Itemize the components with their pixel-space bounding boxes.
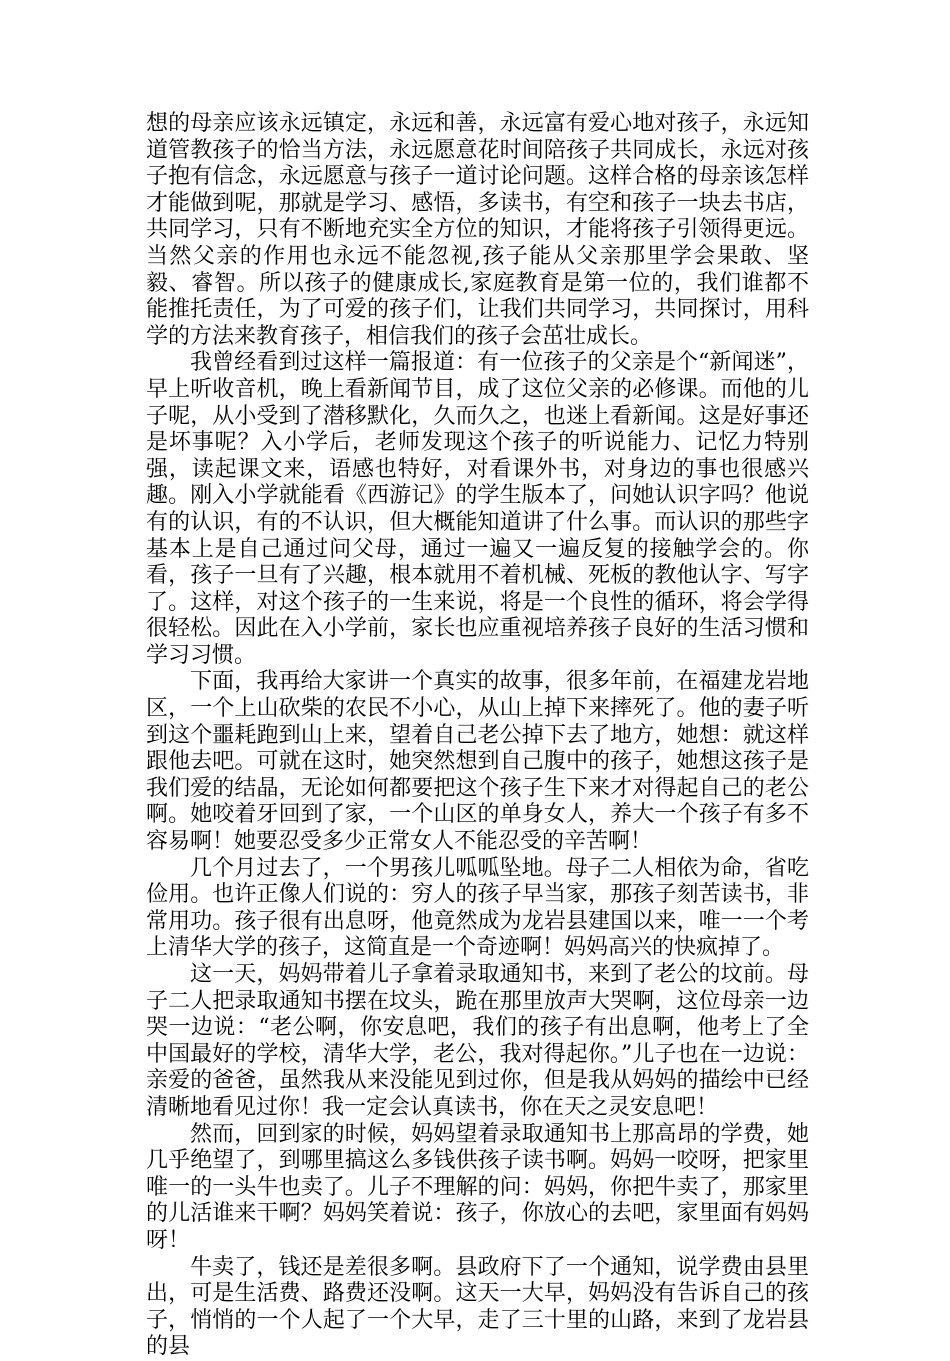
paragraph-3: 下面，我再给大家讲一个真实的故事，很多年前，在福建龙岩地区，一个上山砍柴的农民不小心，从山上掉下来摔死了。他的妻子听到这个噩耗跑到山上来，望着自己老公掉下去了地方，她想：就这样跟他去吧。可就在这时，她突然想到自己腹中的孩子，她想这孩子是我们爱的结晶，无论如何都要把这个孩子生下来才对得起自己的老公啊。她咬着牙回到了家，一个山区的单身女人，养大一个孩子有多不容易啊！她要忍受多少正常女人不能忍受的辛苦啊！ xyxy=(146,669,809,855)
paragraph-5: 这一天，妈妈带着儿子拿着录取通知书，来到了老公的坟前。母子二人把录取通知书摆在坟头，跪在那里放声大哭啊，这位母亲一边哭一边说：“老公啊，你安息吧，我们的孩子有出息啊，他考上了全中国最好的学校，清华大学，老公，我对得起你。”儿子也在一边说：亲爱的爸爸，虽然我从来没能见到过你，但是我从妈妈的描绘中已经清晰地看见过你！我一定会认真读书，你在天之灵安息吧！ xyxy=(146,962,809,1120)
paragraph-1: 想的母亲应该永远镇定，永远和善，永远富有爱心地对孩子，永远知道管教孩子的恰当方法，永远愿意花时间陪孩子共同成长，永远对孩子抱有信念，永远愿意与孩子一道讨论问题。这样合格的母亲该怎样才能做到呢，那就是学习、感悟，多读书，有空和孩子一块去书店，共同学习，只有不断地充实全方位的知识，才能将孩子引领得更远。当然父亲的作用也永远不能忽视,孩子能从父亲那里学会果敢、坚毅、睿智。所以孩子的健康成长,家庭教育是第一位的，我们谁都不能推托责任，为了可爱的孩子们，让我们共同学习，共同探讨，用科学的方法来教育孩子，相信我们的孩子会茁壮成长。 xyxy=(146,111,809,349)
paragraph-2: 我曾经看到过这样一篇报道：有一位孩子的父亲是个“新闻迷”，早上听收音机，晚上看新闻节目，成了这位父亲的必修课。而他的儿子呢，从小受到了潜移默化，久而久之，也迷上看新闻。这是好事还是坏事呢？入小学后，老师发现这个孩子的听说能力、记忆力特别强，读起课文来，语感也特好，对看课外书，对身边的事也很感兴趣。刚入小学就能看《西游记》的学生版本了，问她认识字吗？他说有的认识，有的不认识，但大概能知道讲了什么事。而认识的那些字基本上是自己通过问父母，通过一遍又一遍反复的接触学会的。你看，孩子一旦有了兴趣，根本就用不着机械、死板的教他认字、写字了。这样，对这个孩子的一生来说，将是一个良性的循环，将会学得很轻松。因此在入小学前，家长也应重视培养孩子良好的生活习惯和学习习惯。 xyxy=(146,350,809,668)
paragraph-6: 然而，回到家的时候，妈妈望着录取通知书上那高昂的学费，她几乎绝望了，到哪里搞这么多钱供孩子读书啊。妈妈一咬呀，把家里唯一的一头牛也卖了。儿子不理解的问：妈妈，你把牛卖了，那家里的儿活谁来干啊？妈妈笑着说：孩子，你放心的去吧，家里面有妈妈呀！ xyxy=(146,1121,809,1253)
paragraph-4: 几个月过去了，一个男孩儿呱呱坠地。母子二人相依为命，省吃俭用。也许正像人们说的：穷人的孩子早当家，那孩子刻苦读书，非常用功。孩子很有出息呀，他竟然成为龙岩县建国以来，唯一一个考上清华大学的孩子，这简直是一个奇迹啊！妈妈高兴的快疯掉了。 xyxy=(146,855,809,961)
document-page xyxy=(146,111,809,1361)
paragraph-7: 牛卖了，钱还是差很多啊。县政府下了一个通知，说学费由县里出，可是生活费、路费还没啊。这天一大早，妈妈没有告诉自己的孩子，悄悄的一个人起了一个大早，走了三十里的山路，来到了龙岩县的县 xyxy=(146,1254,809,1360)
